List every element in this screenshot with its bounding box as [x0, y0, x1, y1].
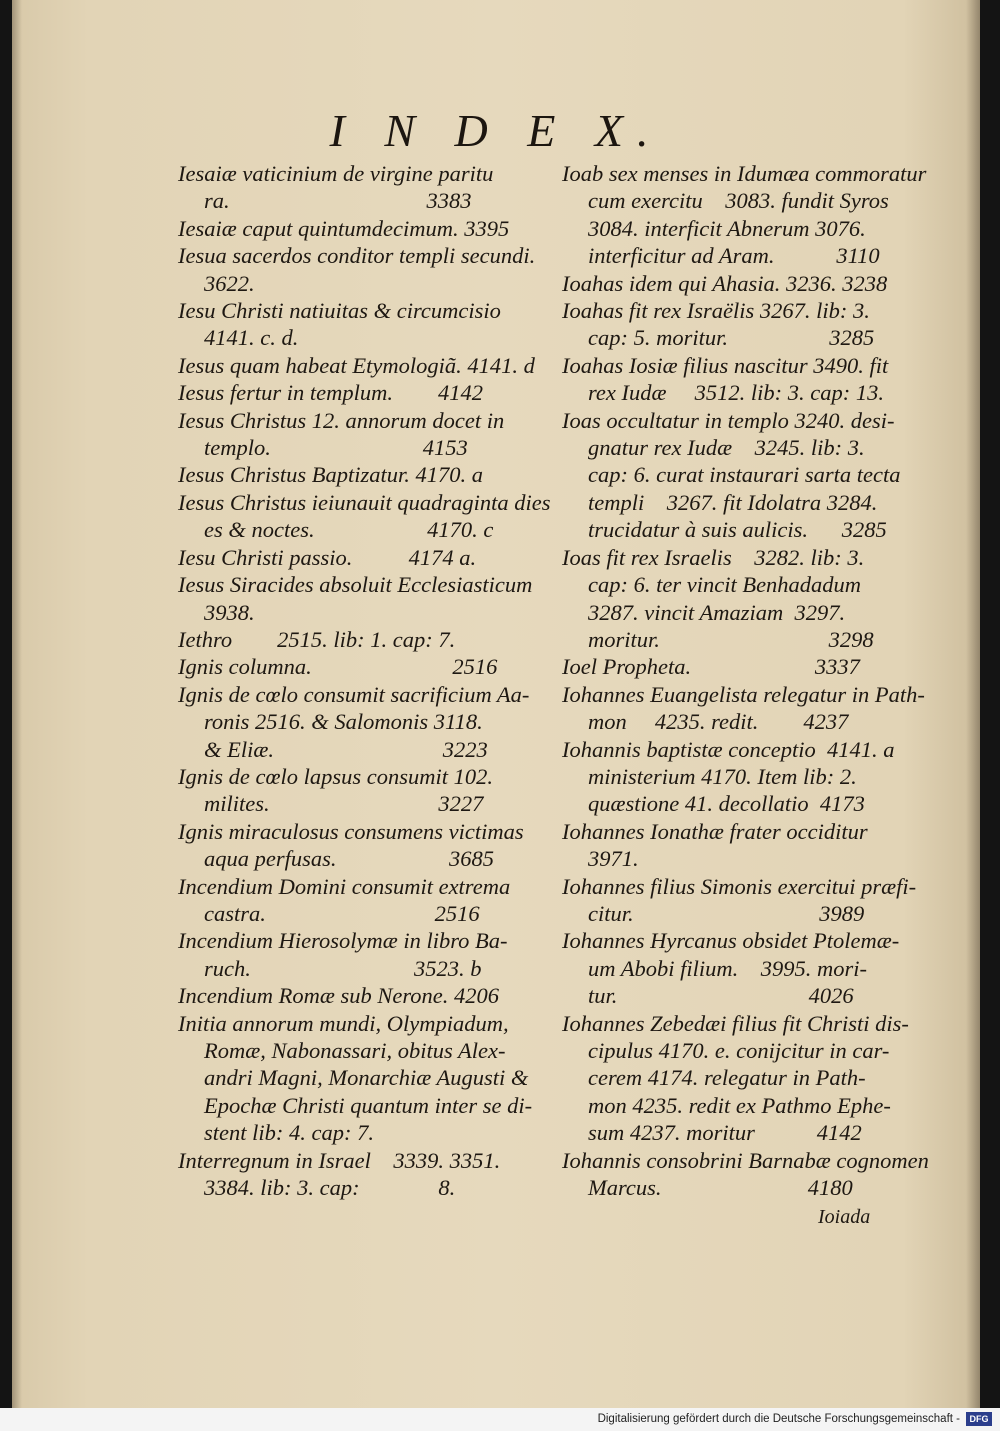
index-entry-line: mon 4235. redit ex Pathmo Ephe-	[588, 1092, 891, 1118]
index-entry-line: aqua perfusas. 3685	[204, 846, 495, 872]
index-entry-line: 3384. lib: 3. cap: 8.	[204, 1175, 456, 1201]
index-entry-line: 3971.	[588, 846, 639, 872]
index-entry-line: Incendium Domini consumit extrema	[178, 873, 511, 899]
index-entry-line: es & noctes. 4170. c	[204, 517, 494, 543]
index-entry-line: interficitur ad Aram. 3110	[588, 243, 880, 269]
index-entry-line: Iesus Siracides absoluit Ecclesiasticum	[178, 572, 533, 598]
index-entry-line: Ioel Propheta. 3337	[562, 654, 860, 680]
index-entry-line: templo. 4153	[204, 435, 468, 461]
index-entry-line: stent lib: 4. cap: 7.	[204, 1120, 374, 1146]
index-entry-line: Iohannes Euangelista relegatur in Path-	[562, 681, 925, 707]
index-entry-line: quæstione 41. decollatio 4173	[588, 791, 865, 817]
index-entry-line: Ignis de cœlo lapsus consumit 102.	[178, 763, 493, 789]
index-entry-line: 3938.	[204, 599, 255, 625]
index-entry-line: Iethro 2515. lib: 1. cap: 7.	[178, 626, 456, 652]
index-entry-line: castra. 2516	[204, 900, 480, 926]
dfg-logo-icon[interactable]: DFG	[966, 1412, 992, 1426]
index-entry-line: Iesaiæ vaticinium de virgine paritu	[178, 161, 494, 186]
index-entry-line: ra. 3383	[204, 188, 472, 214]
index-entry-line: um Abobi filium. 3995. mori-	[588, 955, 867, 981]
index-entry-line: cipulus 4170. e. conijcitur in car-	[588, 1038, 890, 1063]
index-entry-line: Marcus. 4180	[588, 1175, 853, 1201]
index-entry-line: Iesu Christi passio. 4174 a.	[178, 544, 477, 570]
index-entry-line: Ignis de cœlo consumit sacrificium Aa-	[178, 681, 530, 707]
index-entry-line: moritur. 3298	[588, 626, 874, 652]
footer-bar	[0, 1408, 1000, 1431]
index-entry-line: templi 3267. fit Idolatra 3284.	[588, 489, 878, 515]
index-entry-line: Romæ, Nabonassari, obitus Alex-	[204, 1038, 506, 1063]
index-entry-line: 4141. c. d.	[204, 325, 299, 351]
index-entry-line: & Eliæ. 3223	[204, 736, 488, 762]
index-entry-line: Iesus fertur in templum. 4142	[178, 380, 483, 406]
index-entry-line: tur. 4026	[588, 983, 854, 1009]
page-shadow-right	[966, 0, 980, 1408]
index-entry-line: andri Magni, Monarchiæ Augusti &	[204, 1065, 529, 1091]
index-entry-line: Iesus quam habeat Etymologiã. 4141. d	[178, 352, 535, 378]
index-entry-line: 3287. vincit Amaziam 3297.	[588, 599, 846, 625]
index-entry-line: Iesus Christus 12. annorum docet in	[178, 407, 505, 433]
footer-credit: Digitalisierung gefördert durch die Deutsche Forschungsgemeinschaft -	[597, 1413, 960, 1425]
index-entry-line: trucidatur à suis aulicis. 3285	[588, 517, 887, 543]
index-column-right	[562, 160, 930, 1201]
index-entry-line: Iohannis baptistæ conceptio 4141. a	[562, 736, 895, 762]
index-entry-line: Ioahas fit rex Israëlis 3267. lib: 3.	[562, 298, 870, 324]
index-entry-line: ruch. 3523. b	[204, 955, 482, 981]
index-entry-line: cap: 6. ter vincit Benhadadum	[588, 572, 862, 598]
index-entry-line: cerem 4174. relegatur in Path-	[588, 1065, 866, 1091]
index-entry-line: Ioahas Iosiæ filius nascitur 3490. fit	[562, 352, 889, 378]
index-entry-line: Ioab sex menses in Idumæa commoratur	[562, 161, 927, 186]
index-entry-line: Iesus Christus Baptizatur. 4170. a	[178, 462, 484, 488]
index-entry-line: Epochæ Christi quantum inter se di-	[204, 1092, 533, 1118]
index-entry-line: cum exercitu 3083. fundit Syros	[588, 188, 889, 214]
index-entry-line: Iesua sacerdos conditor templi secundi.	[178, 243, 536, 269]
index-entry-line: Iesus Christus ieiunauit quadraginta dies	[178, 489, 551, 515]
index-entry-line: Iohannes Zebedæi filius fit Christi dis-	[562, 1010, 909, 1036]
page-shadow-left	[12, 0, 22, 1408]
index-entry-line: gnatur rex Iudæ 3245. lib: 3.	[588, 435, 865, 461]
index-entry-line: Iesaiæ caput quintumdecimum. 3395	[178, 215, 510, 241]
index-entry-line: Interregnum in Israel 3339. 3351.	[178, 1147, 501, 1173]
index-entry-line: ministerium 4170. Item lib: 2.	[588, 763, 857, 789]
index-entry-line: cap: 6. curat instaurari sarta tecta	[588, 462, 901, 488]
index-entry-line: Incendium Hierosolymæ in libro Ba-	[178, 928, 508, 954]
index-entry-line: Iesu Christi natiuitas & circumcisio	[178, 298, 501, 324]
index-entry-line: Iohannes filius Simonis exercitui præfi-	[562, 873, 917, 899]
index-entry-line: Ioas fit rex Israelis 3282. lib: 3.	[562, 544, 865, 570]
index-entry-line: rex Iudæ 3512. lib: 3. cap: 13.	[588, 380, 884, 406]
index-entry-line: mon 4235. redit. 4237	[588, 709, 849, 735]
catchword: Ioiada	[818, 1206, 871, 1228]
index-entry-line: 3084. interficit Abnerum 3076.	[588, 215, 866, 241]
index-entry-line: Iohannes Hyrcanus obsidet Ptolemæ-	[562, 928, 900, 954]
index-entry-line: sum 4237. moritur 4142	[588, 1120, 862, 1146]
index-entry-line: Ignis miraculosus consumens victimas	[178, 818, 524, 844]
index-entry-line: Incendium Romæ sub Nerone. 4206	[178, 983, 499, 1009]
page-heading: I N D E X.	[329, 105, 663, 156]
index-entry-line: Ignis columna. 2516	[178, 654, 498, 680]
index-column-left	[178, 160, 550, 1201]
index-entry-line: Ioas occultatur in templo 3240. desi-	[562, 407, 895, 433]
index-entry-line: ronis 2516. & Salomonis 3118.	[204, 709, 483, 735]
index-entry-line: Initia annorum mundi, Olympiadum,	[178, 1010, 509, 1036]
index-entry-line: milites. 3227	[204, 791, 484, 817]
index-entry-line: cap: 5. moritur. 3285	[588, 325, 875, 351]
index-entry-line: citur. 3989	[588, 900, 865, 926]
index-entry-line: Iohannes Ionathæ frater occiditur	[562, 818, 868, 844]
book-page	[12, 0, 980, 1408]
index-entry-line: Ioahas idem qui Ahasia. 3236. 3238	[562, 270, 888, 296]
index-entry-line: Iohannis consobrini Barnabæ cognomen	[562, 1147, 929, 1173]
index-entry-line: 3622.	[204, 270, 255, 296]
